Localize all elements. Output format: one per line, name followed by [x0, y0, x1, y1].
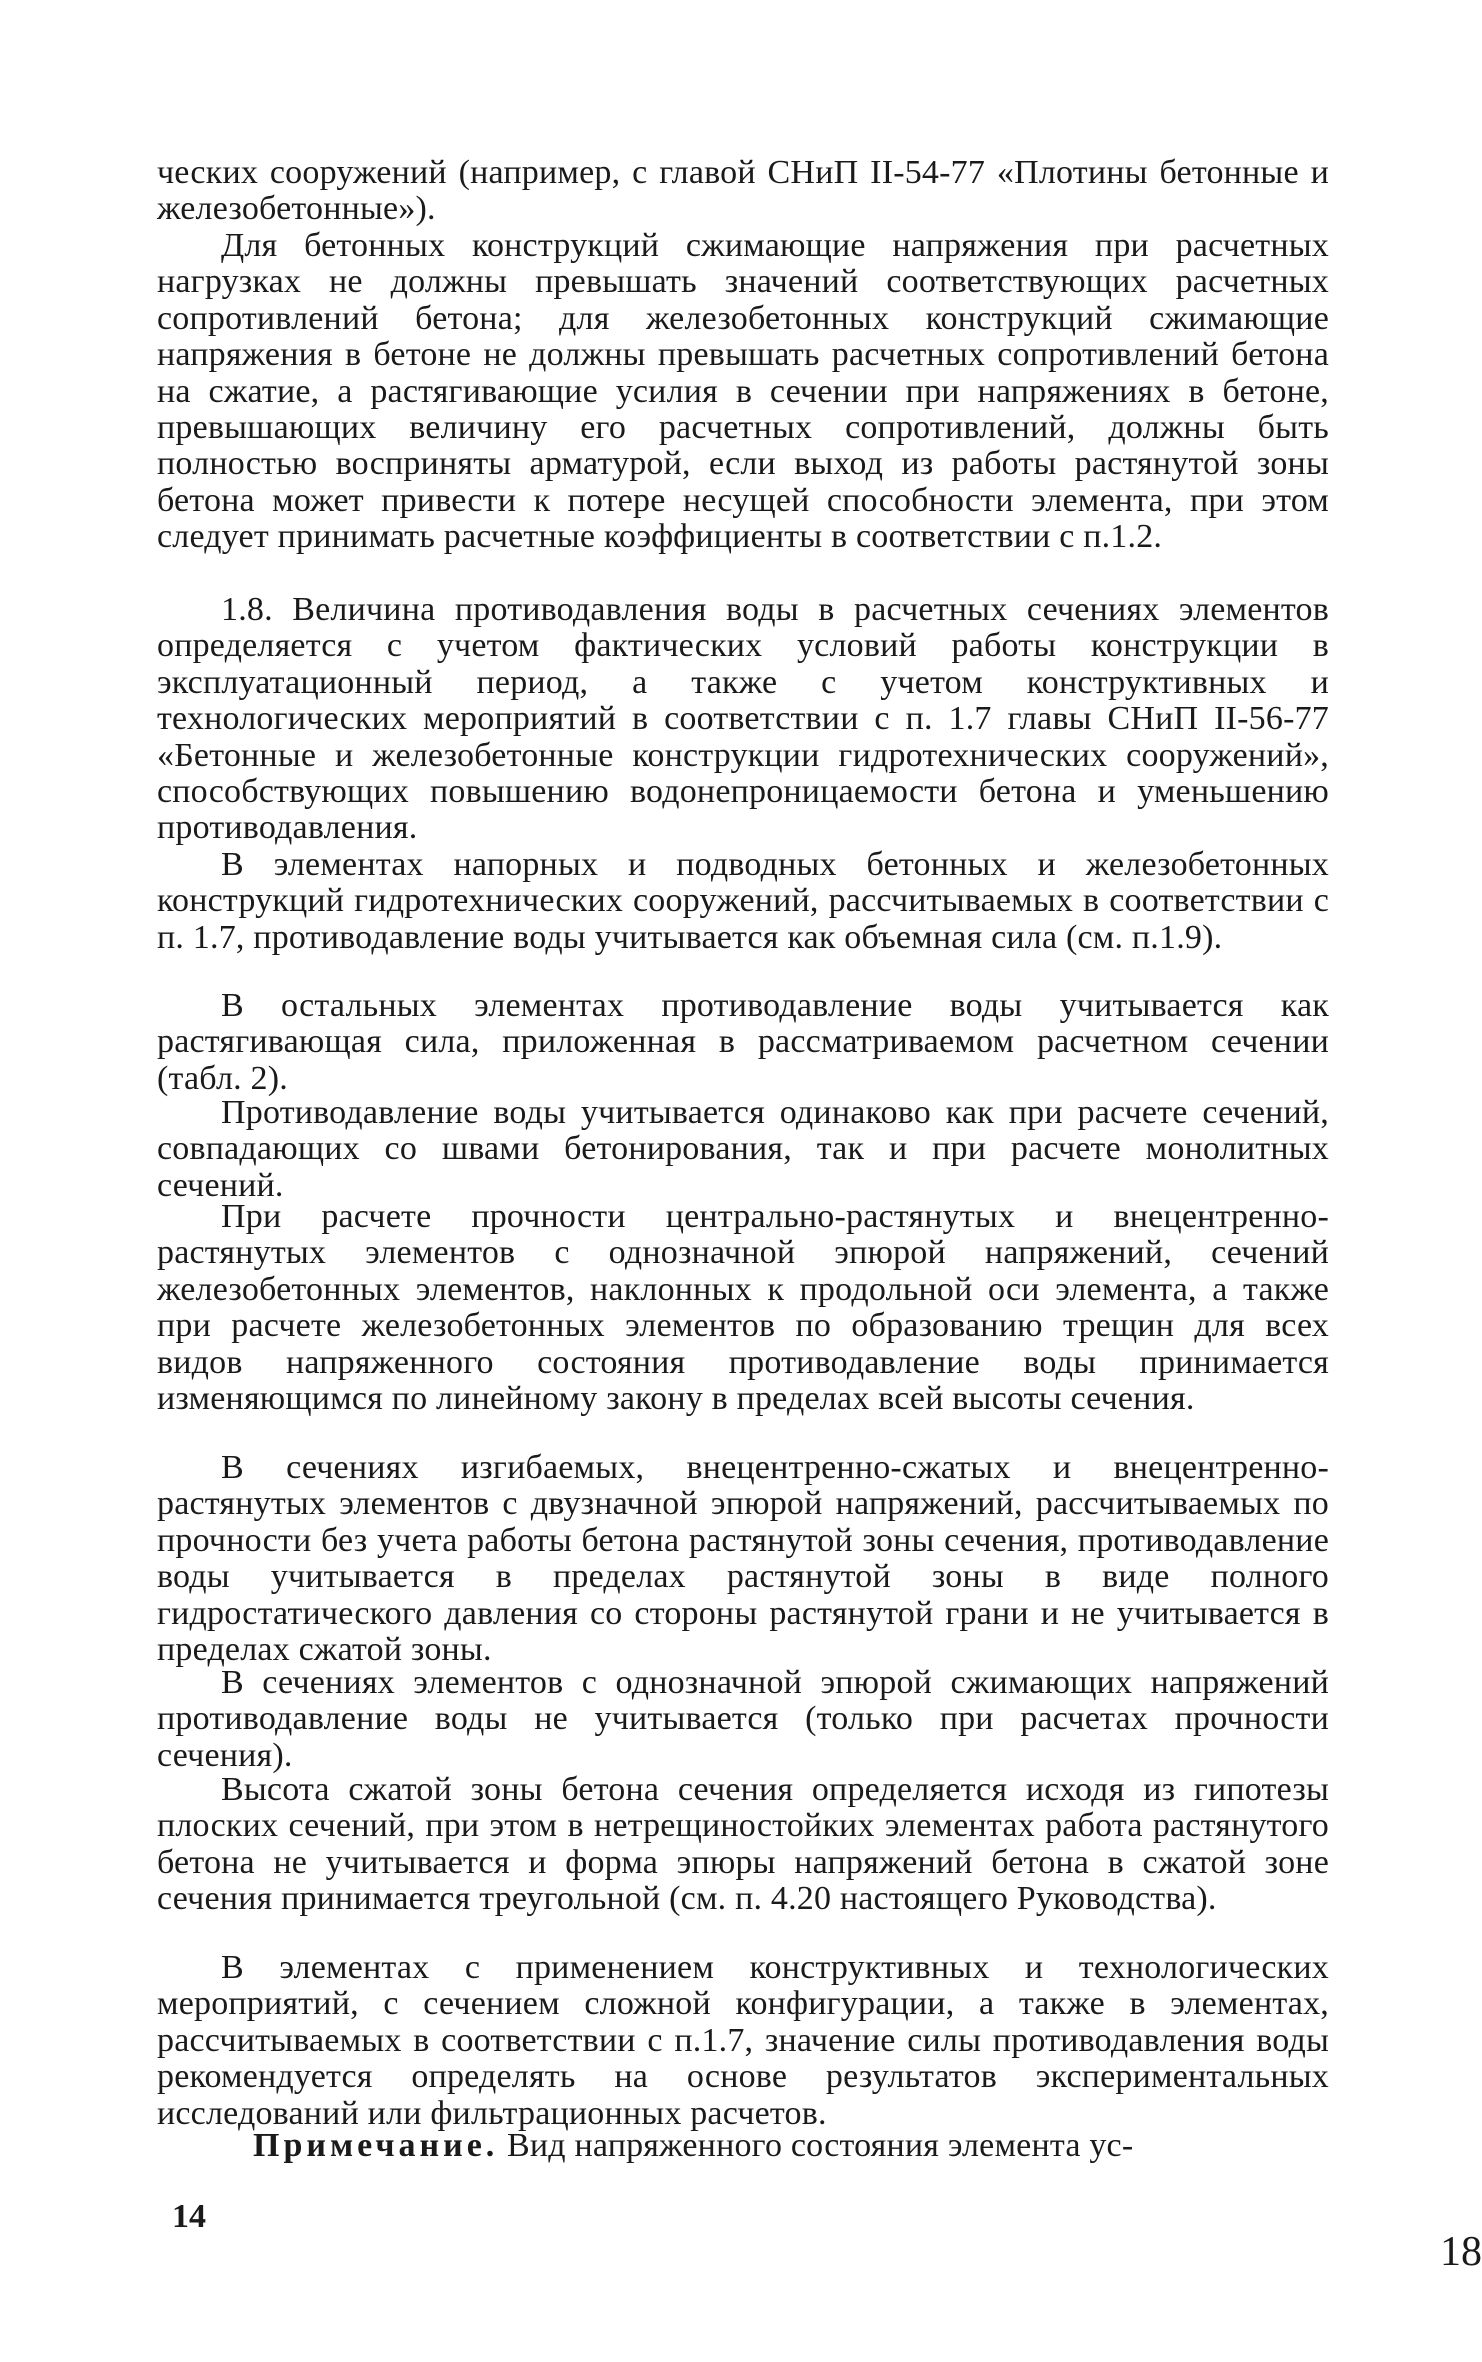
- paragraph-linear-law: При расчете прочности центрально-растянутых и внецентренно-растянутых элементов с однозначной эпюрой напряжений, сечений железобетонных элементов, наклонных к продольной оси элемента, а также при расчете железобетонных элементов по образованию трещин для всех видов напряженного состояния противодавление воды принимается изменяющимся по линейному закону в пределах всей высоты сечения.: [157, 1198, 1329, 1418]
- adjacent-page-number-fragment: 18: [1440, 2229, 1482, 2275]
- paragraph-section-1-8: 1.8. Величина противодавления воды в расчетных сечениях элементов определяется с учетом фактических условий работы конструкции в эксплуатационный период, а также с учетом конструктивных и технологических мероприятий в соответствии с п. 1.7 главы СНиП II-56-77 «Бетонные и железобетонные конструкции гидротехнических сооружений», способствующих повышению водонепроницаемости бетона и уменьшению противодавления.: [157, 591, 1329, 847]
- paragraph-continuation: ческих сооружений (например, с главой СНиП II-54-77 «Плотины бетонные и железобетонные»).: [157, 154, 1329, 228]
- note-text: Вид напряженного состояния элемента ус-: [498, 2127, 1134, 2164]
- paragraph-pressure-joints: Противодавление воды учитывается одинаково как при расчете сечений, совпадающих со швами бетонирования, так и при расчете монолитных сечений.: [157, 1094, 1329, 1204]
- note-label: Примечание.: [253, 2127, 499, 2164]
- paragraph-compressive-sections: В сечениях элементов с однозначной эпюрой сжимающих напряжений противодавление воды не учитывается (только при расчетах прочности сечения).: [157, 1664, 1329, 1774]
- paragraph-compressed-zone-height: Высота сжатой зоны бетона сечения определяется исходя из гипотезы плоских сечений, при этом в нетрещиностойких элементах работа растянутого бетона не учитывается и форма эпюры напряжений бетона в сжатой зоне сечения принимается треугольной (см. п. 4.20 настоящего Руководства).: [157, 1771, 1329, 1918]
- page-number: 14: [172, 2198, 206, 2235]
- paragraph-two-valued-diagram: В сечениях изгибаемых, внецентренно-сжатых и внецентренно-растянутых элементов с двузначной эпюрой напряжений, рассчитываемых по прочности без учета работы бетона растянутой зоны сечения, противодавление воды учитывается в пределах растянутой зоны в виде полного гидростатического давления со стороны растянутой грани и не учитывается в пределах сжатой зоны.: [157, 1449, 1329, 1669]
- paragraph-pressure-tensile-force: В остальных элементах противодавление воды учитывается как растягивающая сила, приложенная в рассматриваемом расчетном сечении (табл. 2).: [157, 987, 1329, 1097]
- paragraph-pressure-volume-force: В элементах напорных и подводных бетонных и железобетонных конструкций гидротехнических сооружений, рассчитываемых в соответствии с п. 1.7, противодавление воды учитывается как объемная сила (см. п.1.9).: [157, 846, 1329, 956]
- paragraph-complex-sections: В элементах с применением конструктивных и технологических мероприятий, с сечением сложной конфигурации, а также в элементах, рассчитываемых в соответствии с п.1.7, значение силы противодавления воды рекомендуется определять на основе результатов экспериментальных исследований или фильтрационных расчетов.: [157, 1949, 1329, 2132]
- note-paragraph: [157, 2128, 1329, 2164]
- paragraph-stress-requirements: Для бетонных конструкций сжимающие напряжения при расчетных нагрузках не должны превышать значений соответствующих расчетных сопротивлений бетона; для железобетонных конструкций сжимающие напряжения в бетоне не должны превышать расчетных сопротивлений бетона на сжатие, а растягивающие усилия в сечении при напряжениях в бетоне, превышающих величину его расчетных сопротивлений, должны быть полностью восприняты арматурой, если выход из работы растянутой зоны бетона может привести к потере несущей способности элемента, при этом следует принимать расчетные коэффициенты в соответствии с п.1.2.: [157, 227, 1329, 556]
